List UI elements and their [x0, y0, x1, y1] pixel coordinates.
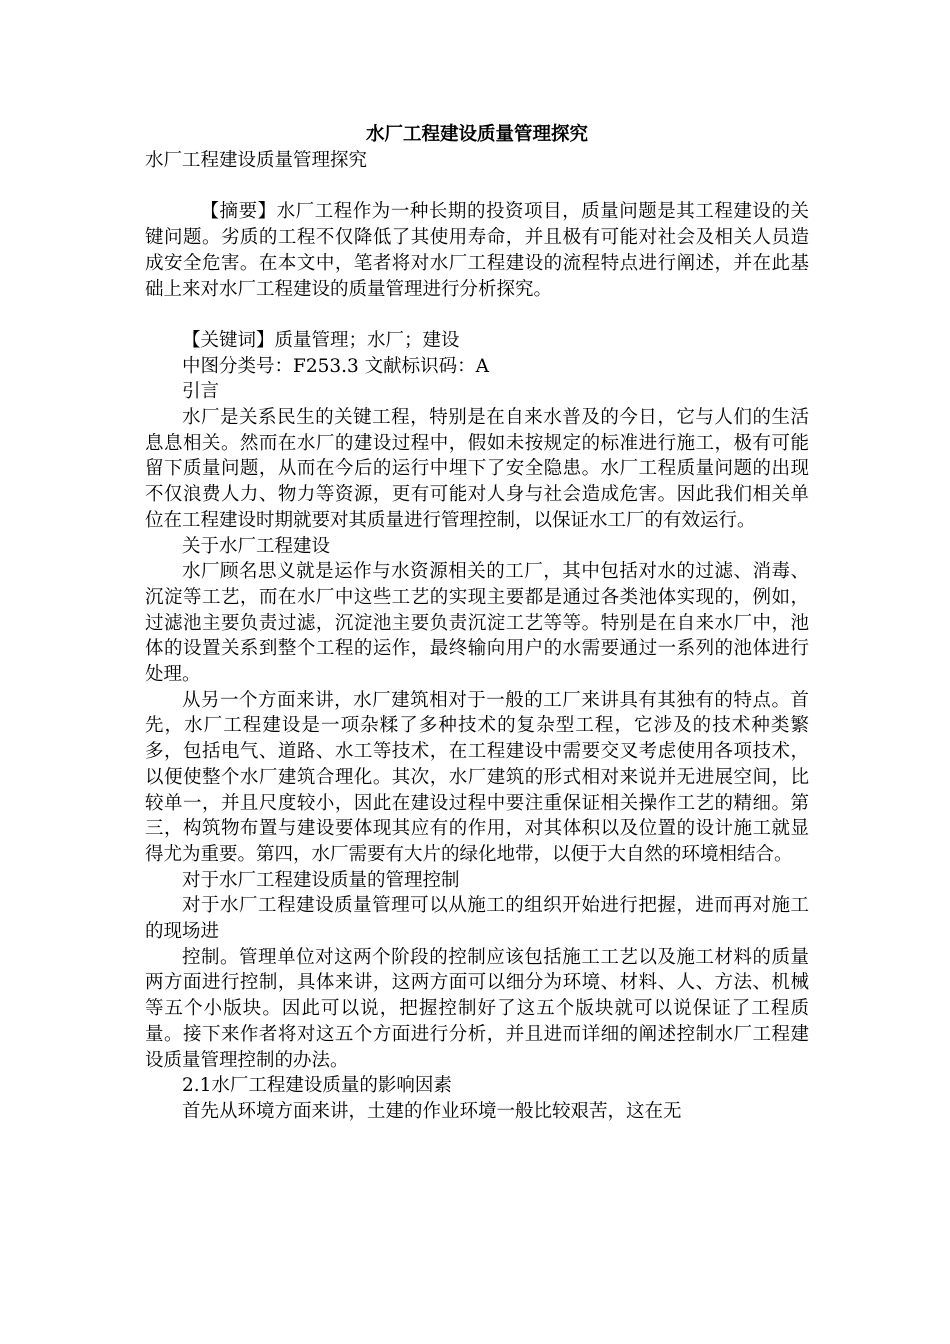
section-heading-intro: 引言 — [182, 381, 220, 403]
document-subtitle: 水厂工程建设质量管理探究 — [145, 150, 368, 171]
classification-line: 中图分类号：F253.3 文献标识码：A — [182, 355, 490, 377]
keywords-line: 【关键词】质量管理；水厂；建设 — [182, 329, 460, 351]
section-heading-about: 关于水厂工程建设 — [182, 535, 331, 557]
blank-line — [145, 174, 809, 200]
intro-paragraph: 水厂是关系民生的关键工程，特别是在自来水普及的今日，它与人们的生活息息相关。然而在水厂的建设过程中，假如未按规定的标准进行施工，极有可能留下质量问题，从而在今后的运行中埋下了安全隐患。水厂工程质量问题的出现不仅浪费人力、物力等资源，更有可能对人身与社会造成危害。因此我们相关单位在工程建设时期就要对其质量进行管理控制，以保证水工厂的有效运行。 — [145, 407, 809, 531]
about-paragraph-2: 从另一个方面来讲，水厂建筑相对于一般的工厂来讲具有其独有的特点。首先，水厂工程建设是一项杂糅了多种技术的复杂型工程，它涉及的技术种类繁多，包括电气、道路、水工等技术，在工程建设中需要交叉考虑使用各项技术，以便使整个水厂建筑合理化。其次，水厂建筑的形式相对来说并无进展空间，比较单一，并且尺度较小，因此在建设过程中要注重保证相关操作工艺的精细。第三，构筑物布置与建设要体现其应有的作用，对其体积以及位置的设计施工就显得尤为重要。第四，水厂需要有大片的绿化地带，以便于大自然的环境相结合。 — [145, 689, 809, 865]
abstract-paragraph: 【摘要】水厂工程作为一种长期的投资项目，质量问题是其工程建设的关键问题。劣质的工程不仅降低了其使用寿命，并且极有可能对社会及相关人员造成安全危害。在本文中，笔者将对水厂工程建设的流程特点进行阐述，并在此基础上来对水厂工程建设的质量管理进行分析探究。 — [145, 201, 809, 300]
control-paragraph-1: 对于水厂工程建设质量管理可以从施工的组织开始进行把握，进而再对施工的现场进 — [145, 895, 809, 943]
section-heading-control: 对于水厂工程建设质量的管理控制 — [182, 869, 460, 891]
factors-paragraph: 首先从环境方面来讲，土建的作业环境一般比较艰苦，这在无 — [182, 1100, 682, 1122]
document-title: 水厂工程建设质量管理探究 — [365, 124, 588, 145]
document-body — [145, 122, 809, 1125]
about-paragraph-1: 水厂顾名思义就是运作与水资源相关的工厂，其中包括对水的过滤、消毒、沉淀等工艺，而在水厂中这些工艺的实现主要都是通过各类池体实现的，例如，过滤池主要负责过滤，沉淀池主要负责沉淀工艺等等。特别是在自来水厂中，池体的设置关系到整个工程的运作，最终输向用户的水需要通过一系列的池体进行处理。 — [145, 561, 809, 686]
control-paragraph-2: 控制。管理单位对这两个阶段的控制应该包括施工工艺以及施工材料的质量两方面进行控制，具体来讲，这两方面可以细分为环境、材料、人、方法、机械等五个小版块。因此可以说，把握控制好了这五个版块就可以说保证了工程质量。接下来作者将对这五个方面进行分析，并且进而详细的阐述控制水厂工程建设质量管理控制的办法。 — [145, 946, 809, 1071]
section-heading-factors: 2.1水厂工程建设质量的影响因素 — [182, 1075, 452, 1097]
blank-line — [145, 302, 809, 328]
